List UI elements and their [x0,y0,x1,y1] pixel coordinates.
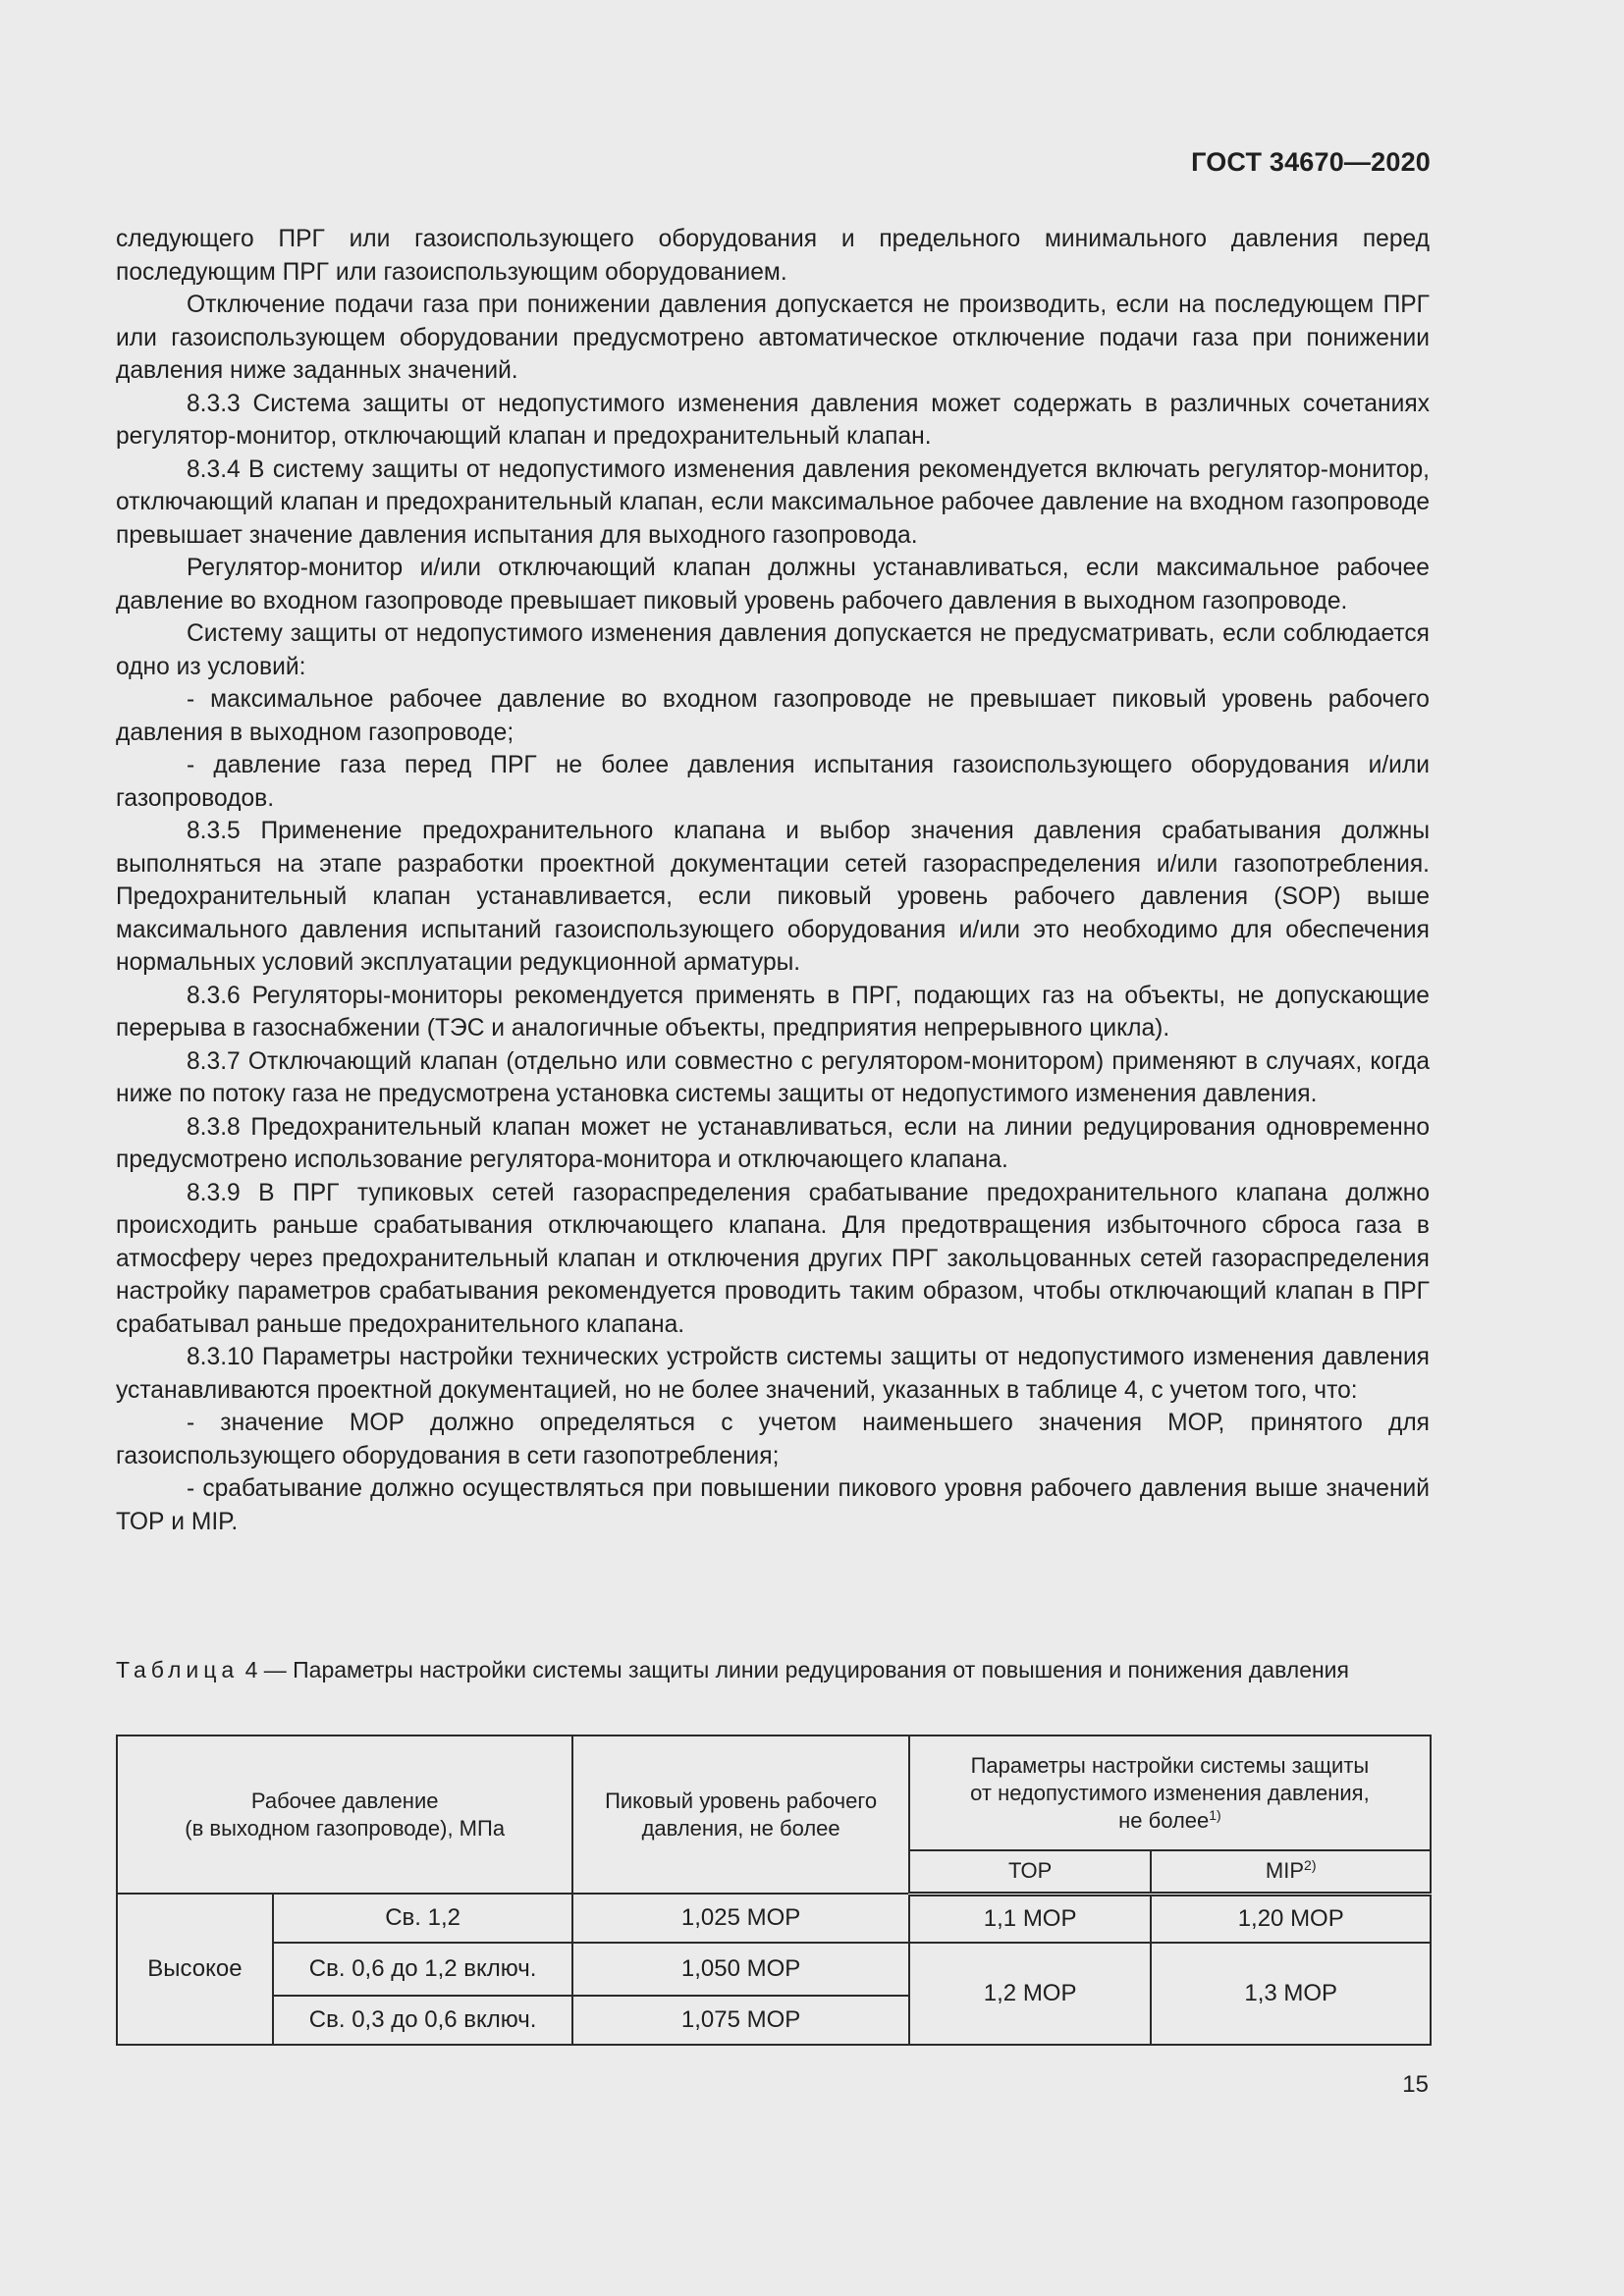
header-top: ТОР [909,1850,1152,1894]
peak-value: 1,025 МОР [572,1894,908,1943]
peak-value: 1,075 МОР [572,1996,908,2045]
paragraph: следующего ПРГ или газоиспользующего оборудования и предельного минимального давления перед последующим ПРГ или газоиспользующим оборудованием. [116,226,1430,286]
clause-8-3-3: 8.3.3 Система защиты от недопустимого изменения давления может содержать в различных сочетаниях регулятор-монитор, отключающий клапан и предохранительный клапан. [116,390,1430,450]
header-peak-level: Пиковый уровень рабочего давления, не более [572,1735,908,1894]
clause-8-3-4: 8.3.4 В систему защиты от недопустимого изменения давления рекомендуется включать регулятор-монитор, отключающий клапан и предохранительный клапан, если максимальное рабочее давление на входном газопроводе превышает значение давления испытания для выходного газопровода. [116,455,1430,549]
top-value: 1,1 МОР [909,1894,1152,1943]
clause-8-3-9: 8.3.9 В ПРГ тупиковых сетей газораспределения срабатывание предохранительного клапана должно происходить раньше срабатывания отключающего клапана. Для предотвращения избыточного сброса газа в атмосферу через предохранительный клапан и отключения других ПРГ закольцованных сетей газораспределения настройку параметров срабатывания рекомендуется проводить таким образом, чтобы отключающий клапан в ПРГ срабатывал раньше предохранительного клапана. [116,1179,1430,1338]
footnote-mark: 1) [1209,1806,1221,1823]
pressure-range: Св. 0,3 до 0,6 включ. [273,1996,572,2045]
settings-table [116,1735,1432,2046]
clause-8-3-6: 8.3.6 Регуляторы-мониторы рекомендуется применять в ПРГ, подающих газ на объекты, не допускающие перерыва в газоснабжении (ТЭС и аналогичные объекты, предприятия непрерывного цикла). [116,982,1430,1041]
document-id: ГОСТ 34670—2020 [1191,147,1431,177]
mip-value: 1,20 МОР [1151,1894,1431,1943]
list-item: - максимальное рабочее давление во входном газопроводе не превышает пиковый уровень рабочего давления в выходном газопроводе; [116,686,1430,746]
table-caption-label: Таблица [116,1657,240,1682]
top-value: 1,2 МОР [909,1943,1152,2045]
clause-8-3-8: 8.3.8 Предохранительный клапан может не устанавливаться, если на линии редуцирования одновременно предусмотрено использование регулятора-монитора и отключающего клапана. [116,1113,1430,1173]
clause-8-3-5: 8.3.5 Применение предохранительного клапана и выбор значения давления срабатывания должны выполняться на этапе разработки проектной документации сетей газораспределения и/или газопотребления. Предохранительный клапан устанавливается, если пиковый уровень рабочего давления (SOP) выше максимального давления испытаний газоиспользующего оборудования и/или это необходимо для обеспечения нормальных условий эксплуатации редукционной арматуры. [116,818,1430,976]
footnote-mark: 2) [1304,1857,1317,1874]
list-item: - значение МОР должно определяться с учетом наименьшего значения МОР, принятого для газоиспользующего оборудования в сети газопотребления; [116,1410,1430,1469]
list-item: - давление газа перед ПРГ не более давления испытания газоиспользующего оборудования и/или газопроводов. [116,752,1430,812]
list-item: - срабатывание должно осуществляться при повышении пикового уровня рабочего давления выше значений ТОР и MIP. [116,1475,1430,1535]
paragraph: Регулятор-монитор и/или отключающий клапан должны устанавливаться, если максимальное рабочее давление во входном газопроводе превышает пиковый уровень рабочего давления в выходном газопроводе. [116,555,1430,614]
header-mip: MIP$^{2)}$ [1151,1850,1431,1894]
pressure-range: Св. 1,2 [273,1894,572,1943]
page-number: 15 [1402,2071,1429,2098]
table-caption [116,1655,1430,1684]
clause-8-3-10: 8.3.10 Параметры настройки технических устройств системы защиты от недопустимого изменения давления устанавливаются проектной документацией, но не более значений, указанных в таблице 4, с учетом того, что: [116,1344,1430,1404]
body-text [116,223,1430,1538]
pressure-range: Св. 0,6 до 1,2 включ. [273,1943,572,1996]
clause-8-3-7: 8.3.7 Отключающий клапан (отдельно или совместно с регулятором-монитором) применяют в случаях, когда ниже по потоку газа не предусмотрена установка системы защиты от недопустимого изменения давления. [116,1047,1430,1107]
table-row [117,1943,1431,1996]
table-row [117,1894,1431,1943]
header-working-pressure: Рабочее давление (в выходном газопроводе), МПа [117,1735,572,1894]
pressure-category: Высокое [117,1894,273,2045]
paragraph: Систему защиты от недопустимого изменения давления допускается не предусматривать, если соблюдается одно из условий: [116,620,1430,680]
peak-value: 1,050 МОР [572,1943,908,1996]
header-protection-settings: Параметры настройки системы защиты от недопустимого изменения давления, не более$^{1)}$ [909,1735,1431,1850]
mip-value: 1,3 МОР [1151,1943,1431,2045]
paragraph: Отключение подачи газа при понижении давления допускается не производить, если на последующем ПРГ или газоиспользующем оборудовании предусмотрено автоматическое отключение подачи газа при понижении давления ниже заданных значений. [116,292,1430,384]
table-caption-text: 4 — Параметры настройки системы защиты линии редуцирования от повышения и понижения давления [244,1657,1349,1682]
